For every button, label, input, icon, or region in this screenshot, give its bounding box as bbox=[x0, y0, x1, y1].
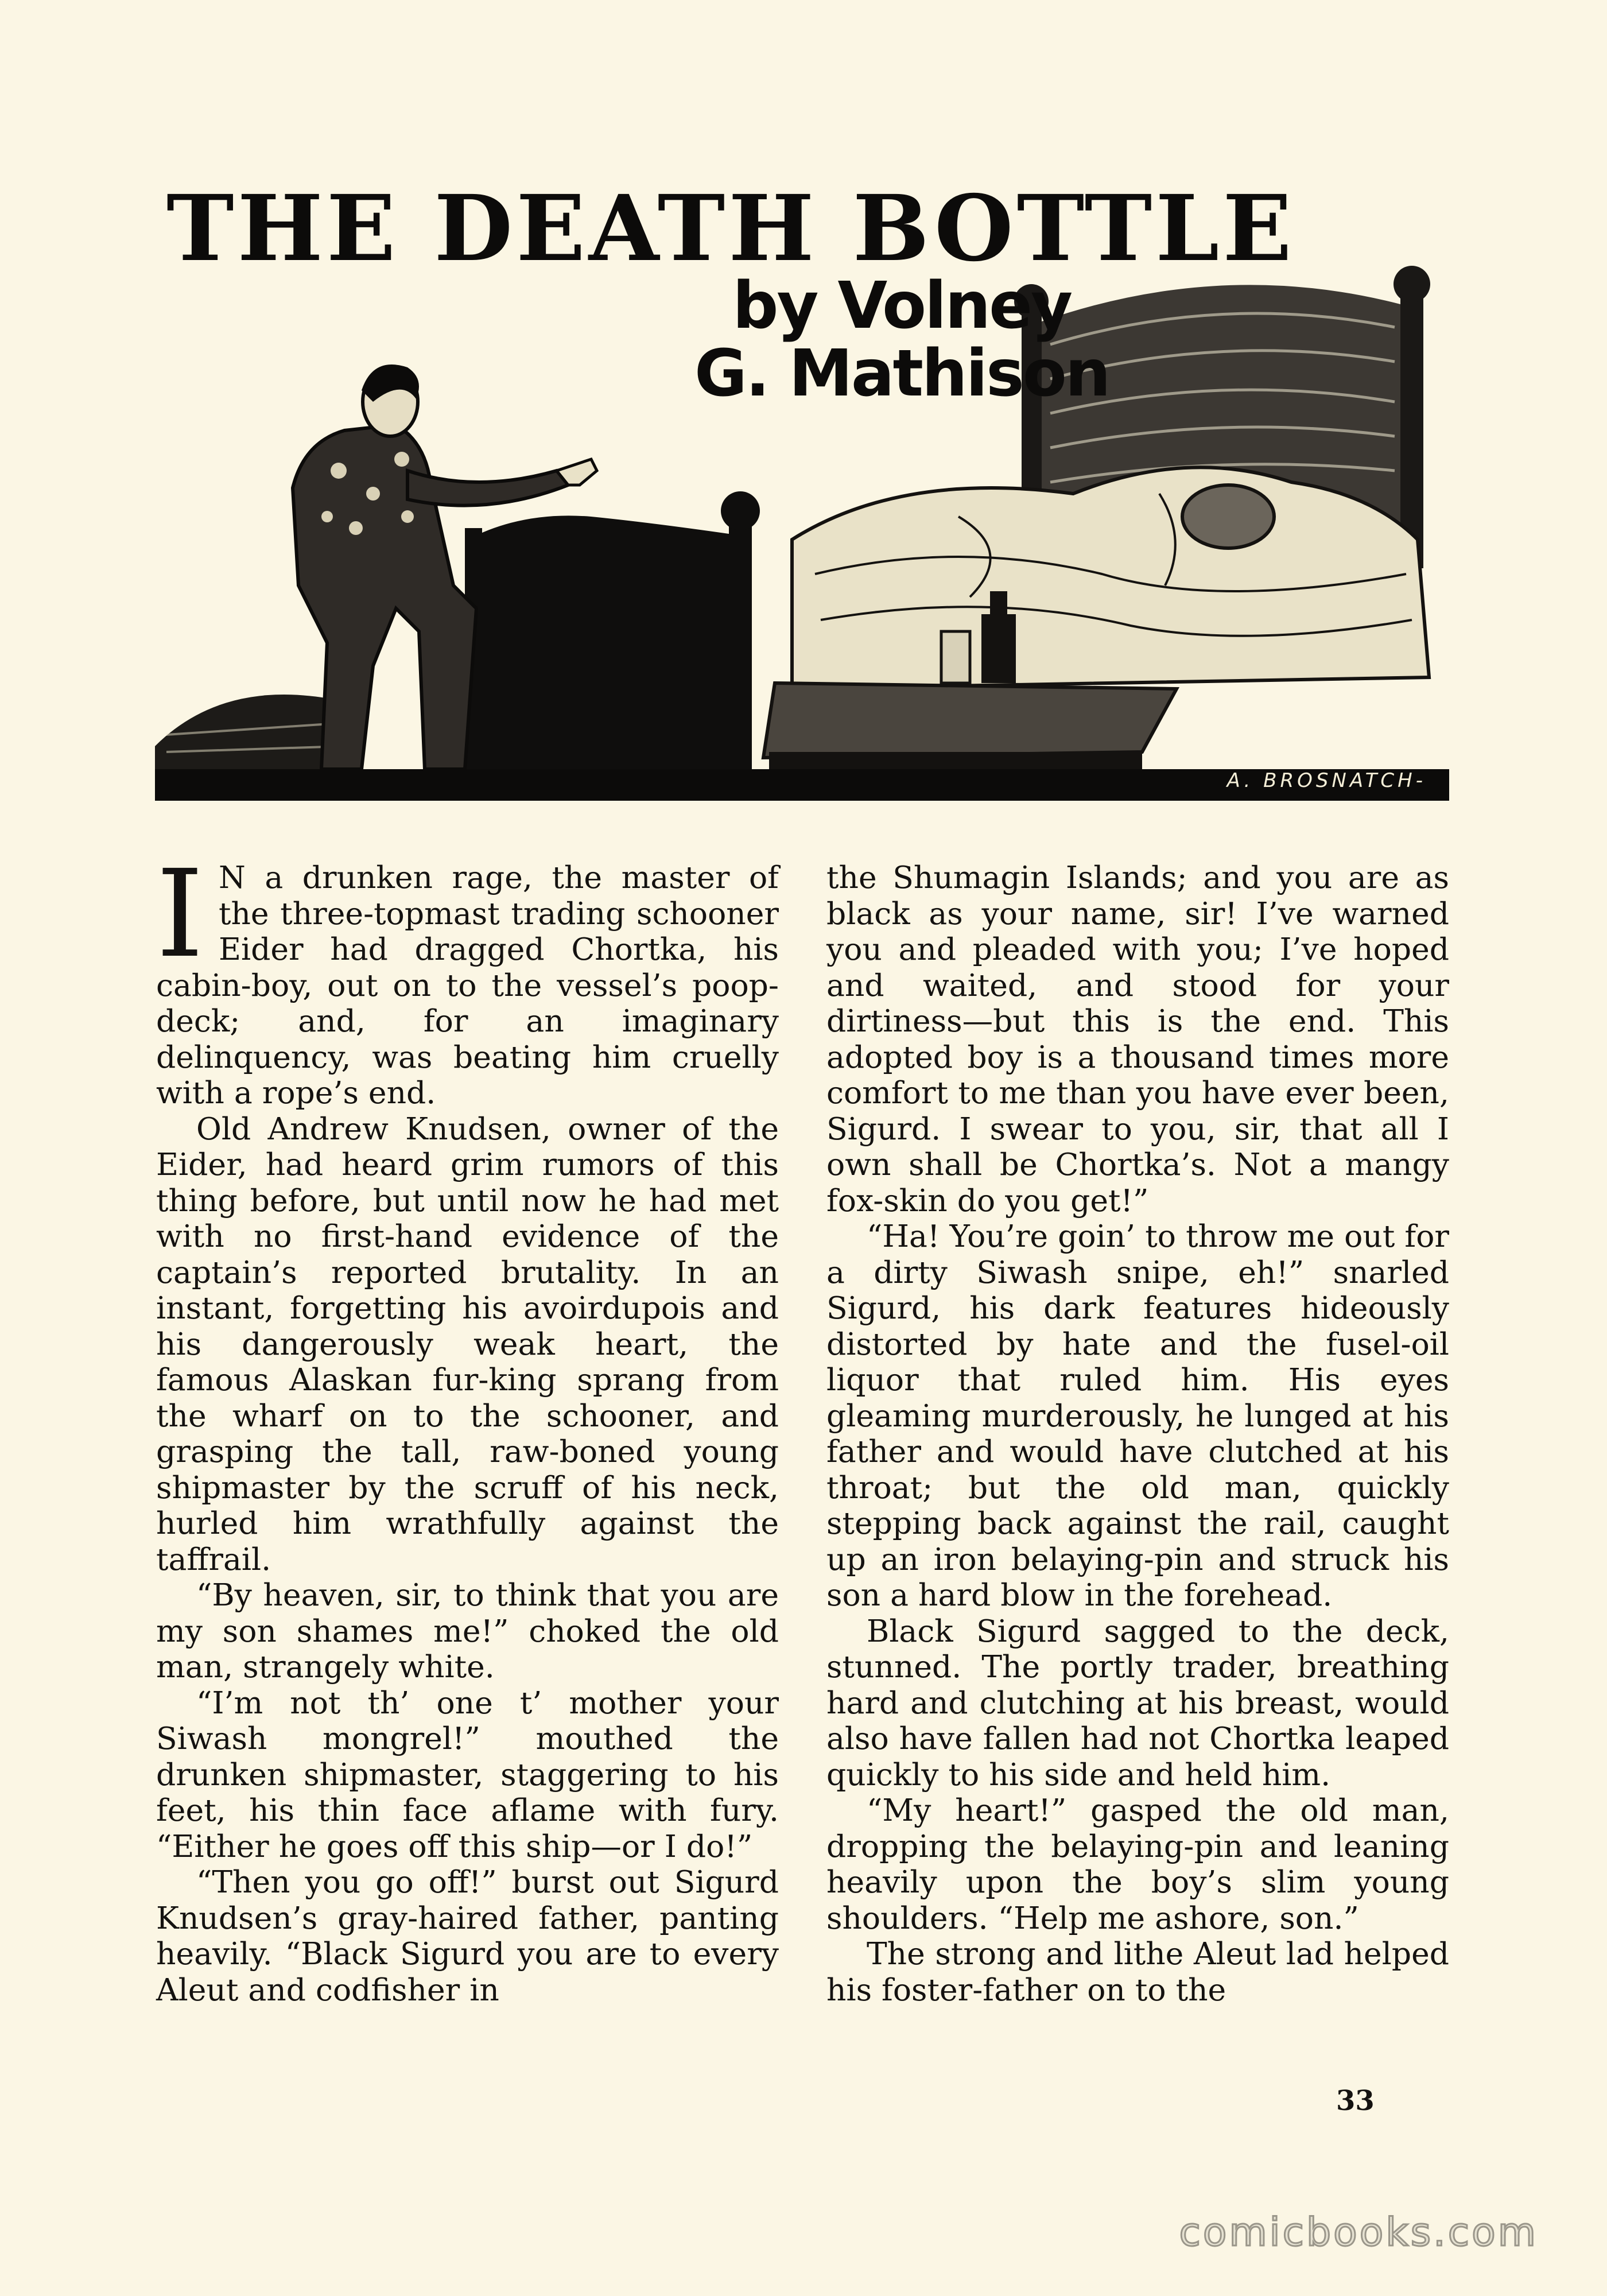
paragraph: Black Sigurd sagged to the deck, stunned. The portly trader, breathing hard and clutching at his breast, would also have fallen had not Chortka leaped quickly to his side and held him. bbox=[826, 1612, 1449, 1793]
paragraph: the Shumagin Islands; and you are as black as your name, sir! I’ve warned you and pleaded with you; I’ve hoped and waited, and stood for your dirtiness—but this is the end. This adopted boy is a thousand times more comfort to me than you have ever been, Sigurd. I swear to you, sir, that all I own shall be Chortka’s. Not a mangy fox-skin do you get!” bbox=[826, 859, 1449, 1219]
paragraph: “Ha! You’re goin’ to throw me out for a dirty Siwash snipe, eh!” snarled Sigurd, his dark features hideously distorted by hate and the fusel-oil liquor that ruled him. His eyes gleaming murderously, he lunged at his father and would have clutched at his throat; but the old man, quickly stepping back against the rail, caught up an iron belaying-pin and struck his son a hard blow in the forehead. bbox=[826, 1218, 1449, 1613]
paragraph: The strong and lithe Aleut lad helped his foster-father on to the bbox=[826, 1936, 1449, 2008]
header-illustration bbox=[155, 172, 1449, 801]
illustrator-signature: A. BROSNATCH- bbox=[1226, 769, 1426, 792]
text-column-left bbox=[156, 844, 779, 2008]
paragraph: “By heaven, sir, to think that you are my son shames me!” choked the old man, strangely white. bbox=[156, 1577, 779, 1685]
drop-cap: I bbox=[156, 844, 204, 984]
paragraph: “I’m not th’ one t’ mother your Siwash mongrel!” mouthed the drunken shipmaster, staggering to his feet, his thin face aflame with fury. “Either he goes off this ship—or I do!” bbox=[156, 1684, 779, 1864]
story-byline bbox=[694, 269, 1109, 411]
page-number: 33 bbox=[1336, 2085, 1375, 2117]
site-watermark: comicbooks.com bbox=[1179, 2210, 1538, 2255]
text-column-right bbox=[826, 860, 1449, 2008]
byline-line-1: by Volney bbox=[732, 269, 1072, 343]
paragraph: “My heart!” gasped the old man, dropping the belaying-pin and leaning heavily upon the boy’s slim young shoulders. “Help me ashore, son.” bbox=[826, 1792, 1449, 1936]
paragraph-text: N a drunken rage, the master of the three-topmast trading schooner Eider had dragged Chortka, his cabin-boy, out on to the vessel’s poop-deck; and, for an imaginary delinquency, was beating him cruelly with a rope’s end. bbox=[156, 859, 779, 1111]
paragraph bbox=[156, 844, 779, 1111]
byline-line-2: G. Mathison bbox=[694, 336, 1109, 411]
story-title: THE DEATH BOTTLE bbox=[166, 176, 1295, 282]
paragraph: “Then you go off!” burst out Sigurd Knudsen’s gray-haired father, panting heavily. “Black Sigurd you are to every Aleut and codfisher in bbox=[156, 1864, 779, 2008]
paragraph: Old Andrew Knudsen, owner of the Eider, had heard grim rumors of this thing before, but until now he had met with no first-hand evidence of the captain’s reported brutality. In an instant, forgetting his avoirdupois and his dangerously weak heart, the famous Alaskan fur-king sprang from the wharf on to the schooner, and grasping the tall, raw-boned young shipmaster by the scruff of his neck, hurled him wrathfully against the taffrail. bbox=[156, 1110, 779, 1577]
